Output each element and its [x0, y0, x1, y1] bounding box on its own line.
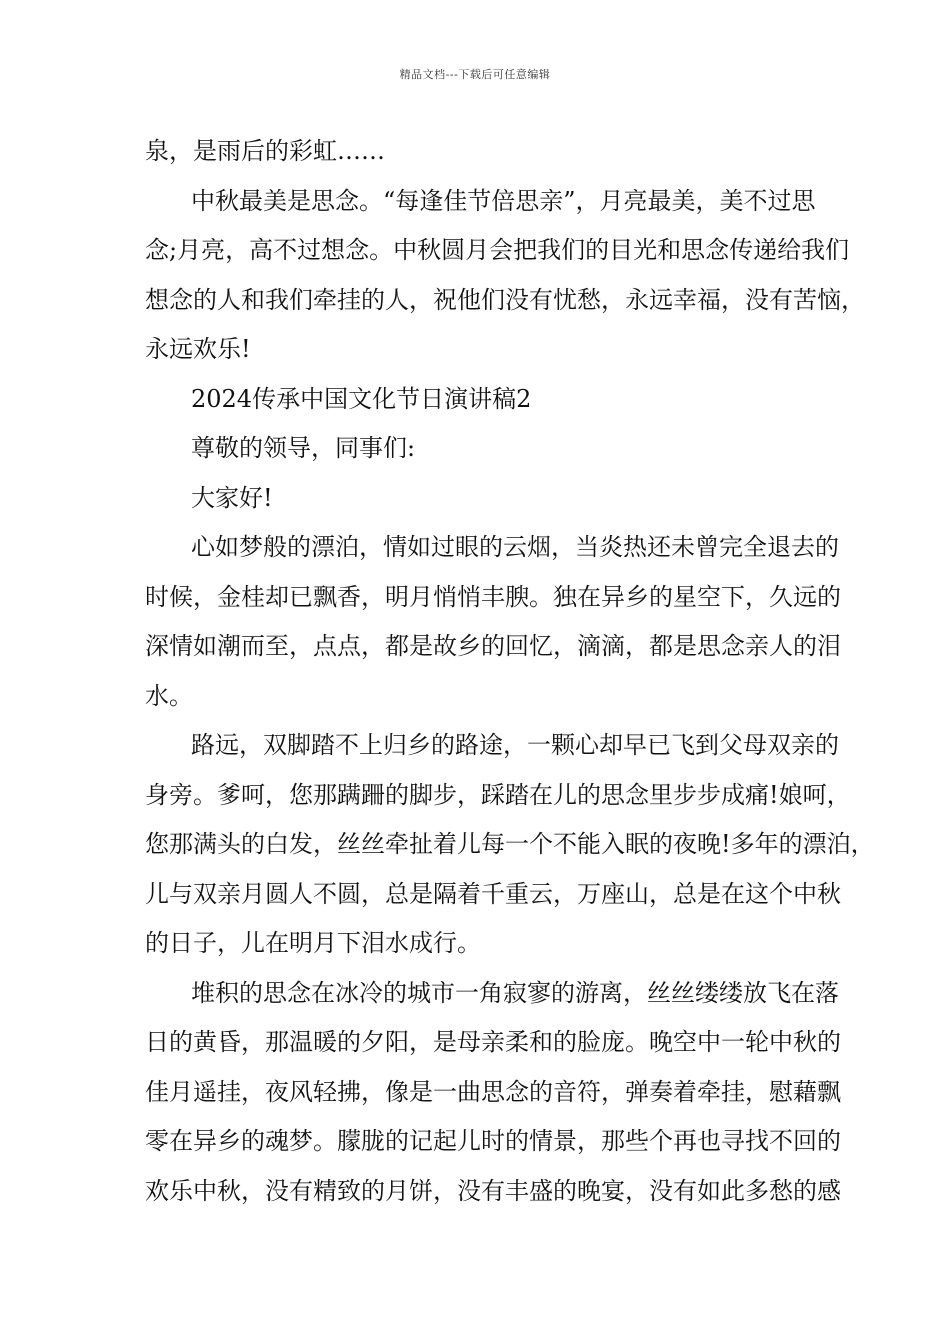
text-line: 零在异乡的魂梦。朦胧的记起儿时的情景，那些个再也寻找不回的	[145, 1127, 841, 1155]
text-line: 日的黄昏，那温暖的夕阳，是母亲柔和的脸庞。晚空中一轮中秋的	[145, 1028, 841, 1056]
text-line: 儿与双亲月圆人不圆，总是隔着千重云，万座山，总是在这个中秋	[145, 879, 841, 908]
text-line: 身旁。爹呵，您那蹒跚的脚步，踩踏在儿的思念里步步成痛!娘呵，	[145, 780, 851, 809]
text-line: 欢乐中秋，没有精致的月饼，没有丰盛的晚宴，没有如此多愁的感	[145, 1176, 841, 1205]
text-line: 水。	[145, 681, 193, 710]
greeting: 大家好!	[191, 483, 273, 512]
text-line: 心如梦般的漂泊，情如过眼的云烟，当炎热还未曾完全退去的	[191, 533, 839, 561]
text-line: 佳月遥挂，夜风轻拂，像是一曲思念的音符，弹奏着牵挂，慰藉飘	[145, 1077, 841, 1106]
text-line: 中秋最美是思念。“每逢佳节倍思亲”，月亮最美，美不过思	[191, 186, 816, 215]
text-line: 您那满头的白发，丝丝牵扯着儿每一个不能入眠的夜晚!多年的漂泊，	[145, 830, 875, 858]
text-line: 的日子，儿在明月下泪水成行。	[145, 929, 481, 957]
text-line: 时候，金桂却已飘香，明月悄悄丰腴。独在异乡的星空下，久远的	[145, 582, 841, 611]
text-line: 想念的人和我们牵挂的人，祝他们没有忧愁，永远幸福，没有苦恼，	[145, 285, 865, 314]
text-line: 永远欢乐!	[145, 335, 251, 363]
section-title: 2024传承中国文化节日演讲稿2	[191, 384, 532, 413]
salutation: 尊敬的领导，同事们:	[191, 434, 416, 462]
text-line: 路远，双脚踏不上归乡的路途，一颗心却早已飞到父母双亲的	[191, 731, 839, 759]
document-body	[145, 127, 875, 1216]
text-line: 泉，是雨后的彩虹……	[145, 137, 385, 165]
text-line: 念;月亮，高不过想念。中秋圆月会把我们的目光和思念传递给我们	[145, 236, 850, 264]
page-header: 精品文档---下载后可任意编辑	[399, 68, 551, 81]
text-line: 堆积的思念在冰冷的城市一角寂寥的游离，丝丝缕缕放飞在落	[191, 978, 839, 1007]
text-line: 深情如潮而至，点点，都是故乡的回忆，滴滴，都是思念亲人的泪	[145, 632, 841, 660]
